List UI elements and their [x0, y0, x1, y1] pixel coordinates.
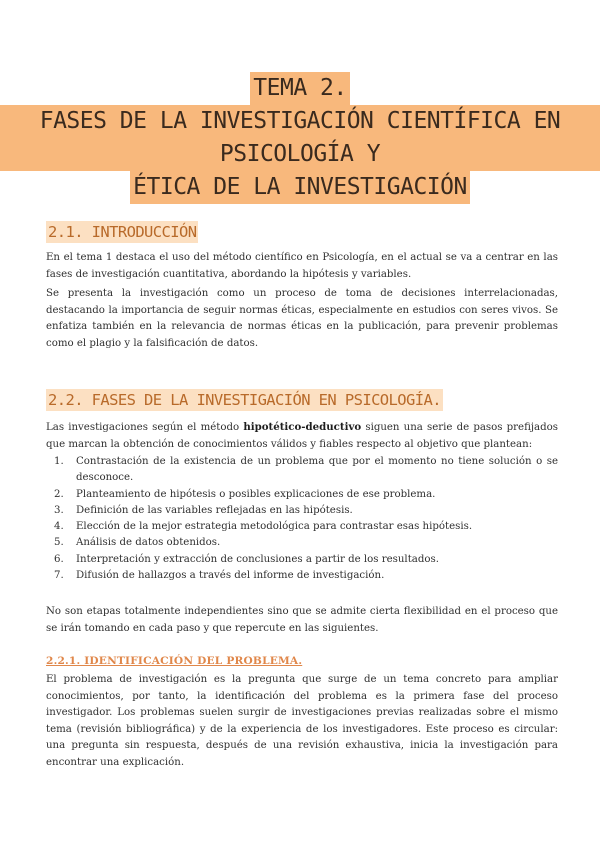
identificacion-paragraph: El problema de investigación es la pregunta que surge de un tema concreto para ampliar conocimientos, por tanto, la identificación del problema es la primera fase del proceso investigador. Los problemas suelen surgir de investigaciones previas realizadas sobre el mismo tema (revisión bibliográfica) y de la experiencia de los investigadores. Este proceso es circular: una pregunta sin respuesta, después de una revisión exhaustiva, inicia la investigación para encontrar una explicación.: [46, 674, 558, 768]
subsection-heading-identificacion: 2.2.1. IDENTIFICACIÓN DEL PROBLEMA.: [46, 655, 303, 667]
list-item: [54, 487, 558, 503]
title-line-1: TEMA 2.: [250, 72, 349, 105]
list-item-text: Definición de las variables reflejadas en las hipótesis.: [76, 504, 353, 516]
fases-note-paragraph: No son etapas totalmente independientes sino que se admite cierta flexibilidad en el proceso que se irán tomando en cada paso y que repercute en las siguientes.: [46, 606, 558, 634]
fases-intro-text-before: Las investigaciones según el método: [46, 422, 244, 433]
document-title: [0, 72, 600, 204]
list-item-number: 2.: [54, 488, 64, 500]
intro-paragraph-1: En el tema 1 destaca el uso del método científico en Psicología, en el actual se va a centrar en las fases de investigación cuantitativa, abordando la hipótesis y variables.: [46, 252, 558, 280]
list-item: [54, 552, 558, 568]
list-item-number: 1.: [54, 456, 64, 467]
list-item-text: Interpretación y extracción de conclusiones a partir de los resultados.: [76, 553, 439, 565]
list-item-number: 5.: [54, 537, 64, 549]
list-item-text: Elección de la mejor estrategia metodológica para contrastar esas hipótesis.: [76, 521, 473, 533]
fases-intro-bold-term: hipotético-deductivo: [243, 421, 362, 433]
list-item: [54, 519, 558, 535]
list-item-number: 7.: [54, 570, 64, 582]
list-item-text: Planteamiento de hipótesis o posibles explicaciones de ese problema.: [76, 488, 436, 500]
title-line-3: ÉTICA DE LA INVESTIGACIÓN: [130, 171, 470, 204]
intro-paragraph-2: Se presenta la investigación como un proceso de toma de decisiones interrelacionadas, destacando la importancia de seguir normas éticas, especialmente en estudios con seres vivos. Se enfatiza también en la relevancia de normas éticas en la publicación, para prevenir problemas como el plagio y la falsificación de datos.: [46, 288, 558, 349]
list-item: [54, 454, 558, 487]
list-item: [54, 535, 558, 551]
section-heading-introduccion: 2.1. INTRODUCCIÓN: [48, 223, 197, 241]
list-item-text: Contrastación de la existencia de un problema que por el momento no tiene solución o se desconoce.: [76, 456, 558, 484]
list-item: [54, 568, 558, 584]
fases-intro-paragraph: [46, 419, 558, 453]
list-item-number: 6.: [54, 553, 64, 565]
fases-intro-text-after: siguen una serie de pasos prefijados que marcan la obtención de conocimientos válidos y fiables respecto al objetivo que plantean:: [46, 422, 558, 450]
list-item-number: 4.: [54, 521, 64, 533]
list-item-text: Análisis de datos obtenidos.: [76, 537, 221, 549]
list-item-text: Difusión de hallazgos a través del informe de investigación.: [76, 570, 385, 582]
section-heading-fases: 2.2. FASES DE LA INVESTIGACIÓN EN PSICOLOGÍA.: [48, 391, 441, 409]
title-line-2: FASES DE LA INVESTIGACIÓN CIENTÍFICA EN PSICOLOGÍA Y: [0, 105, 600, 171]
fases-steps-list: [54, 454, 558, 584]
list-item: [54, 503, 558, 519]
list-item-number: 3.: [54, 504, 64, 516]
